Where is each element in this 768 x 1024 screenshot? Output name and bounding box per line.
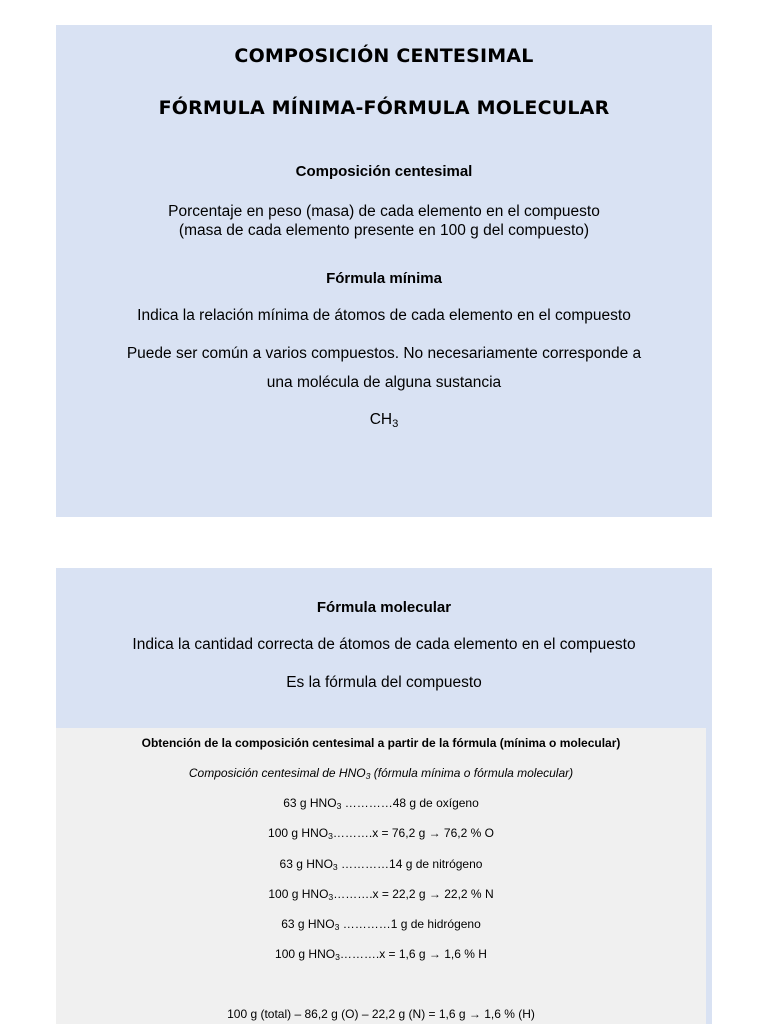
definition-line: una molécula de alguna sustancia [266, 374, 502, 391]
calculation-row: 63 g $HNO_3$ …………1 g de hidrógeno [281, 917, 481, 933]
calculation-row: 63 g $HNO_3$ …………14 g de nitrógeno [279, 857, 483, 873]
example-panel [56, 728, 706, 1024]
slide-title: COMPOSICIÓN CENTESIMAL [234, 45, 534, 67]
section-heading-formula-minima: Fórmula mínima [326, 270, 442, 287]
calculation-row: 100 g $HNO_3\dots\dots\dots.x = 22,2$ g → 22,2 % N [268, 887, 494, 903]
definition-line: Indica la relación mínima de átomos de cada elemento en el compuesto [137, 307, 631, 324]
section-heading-formula-molecular: Fórmula molecular [316, 599, 452, 616]
slide-subtitle: FÓRMULA MÍNIMA-FÓRMULA MOLECULAR [158, 97, 610, 119]
definition-line: Puede ser común a varios compuestos. No necesariamente corresponde a [126, 345, 642, 362]
section-heading-composicion: Composición centesimal [295, 163, 473, 180]
definition-line: Porcentaje en peso (masa) de cada elemento en el compuesto [168, 203, 600, 220]
calculation-row: 100 g $HNO_3\dots\dots\dots.x = 1,6$ g → 1,6 % H [275, 947, 487, 963]
slide-2 [56, 568, 712, 1024]
panel-subtitle: Composición centesimal de $HNO_3$ (fórmula mínima o fórmula molecular) [188, 766, 574, 782]
formula-example: $CH_3$ [369, 411, 399, 430]
panel-title: Obtención de la composición centesimal a partir de la fórmula (mínima o molecular) [141, 736, 621, 750]
calculation-row: 100 g $HNO_3\dots\dots\dots.x = 76,2$ g → 76,2 % O [268, 826, 494, 842]
definition-line: Indica la cantidad correcta de átomos de cada elemento en el compuesto [132, 636, 636, 653]
calculation-row: 63 g $HNO_3$ …………48 g de oxígeno [283, 796, 479, 812]
slide-1 [56, 25, 712, 517]
calculation-summary: 100 g (total) – 86,2 g (O) – 22,2 g (N) = 1,6 g → 1,6 % (H) [227, 1007, 535, 1021]
definition-line: (masa de cada elemento presente en 100 g del compuesto) [178, 222, 590, 239]
definition-line: Es la fórmula del compuesto [286, 674, 482, 691]
